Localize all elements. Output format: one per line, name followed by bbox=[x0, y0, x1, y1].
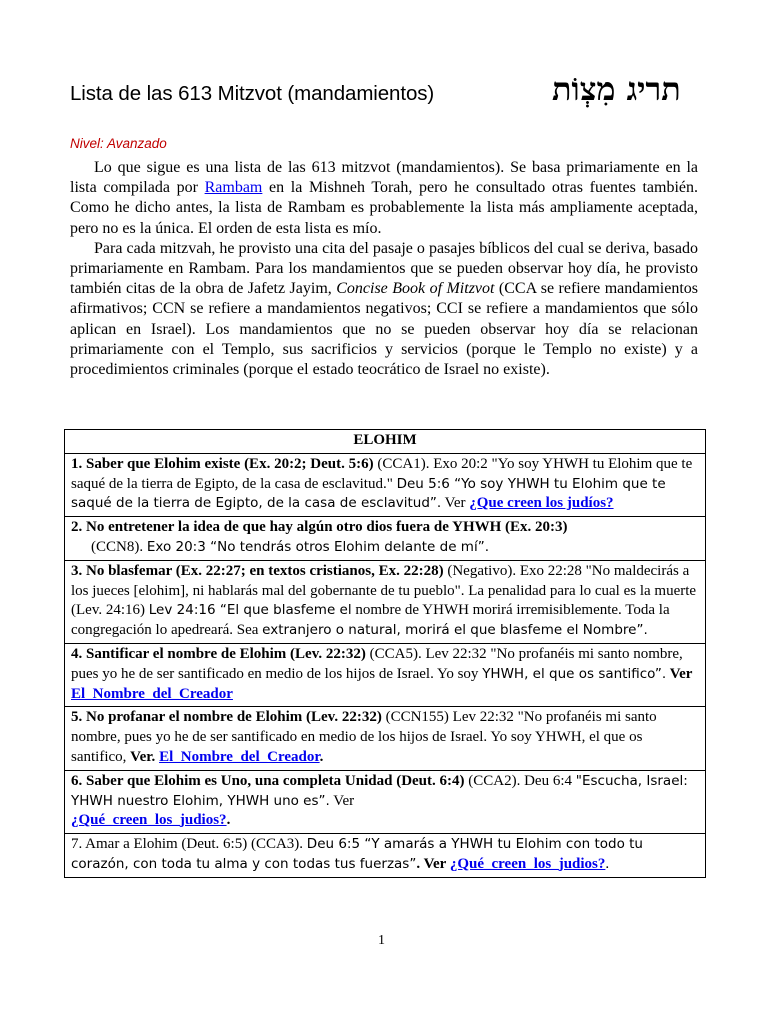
mitzvah-text: (CCN155) Lev 22:32 "No profanéis mi santo nombre, pues yo he de ser santificado en medio de los hijos de Israel. Yo soy YHWH, el que os santifico, bbox=[71, 709, 657, 765]
punctuation: . bbox=[319, 748, 324, 765]
text-span: Para cada mitzvah, he provisto una cita del pasaje o pasajes bíblicos del cual se deriva, basado primariamente en Rambam. Para los mandamientos que se pueden observar hoy día, he provisto también citas de la obra de Jafetz Jayim, bbox=[70, 239, 698, 298]
table-row bbox=[65, 707, 706, 770]
mitzvah-body bbox=[71, 538, 699, 558]
nombre-creador-link[interactable]: El_Nombre_del_Creador bbox=[71, 685, 233, 702]
scripture-quote: YHWH, el que os santifico”. bbox=[482, 665, 667, 682]
que-creen-link[interactable]: ¿Qué_creen_los_judios? bbox=[71, 812, 227, 829]
intro-paragraph-1 bbox=[70, 158, 698, 239]
ver-label: Ver bbox=[666, 665, 693, 682]
table-row bbox=[65, 560, 706, 643]
que-creen-link[interactable]: ¿Que creen los judíos? bbox=[469, 495, 614, 512]
mitzvah-text: (CCA5). Lev 22:32 "No profanéis mi santo nombre, pues yo he de ser santificado en medio de los hijos de Israel. Yo soy bbox=[71, 645, 683, 682]
scripture-quote: extranjero o natural, morirá el que blasfeme el Nombre”. bbox=[262, 622, 648, 639]
punctuation: . bbox=[226, 812, 231, 829]
mitzvah-5 bbox=[65, 707, 706, 770]
book-title: Concise Book of Mitzvot bbox=[336, 280, 495, 298]
scripture-quote: Deu 5:6 “Yo soy YHWH tu Elohim que te saqué de la tierra de Egipto, de la casa de esclavitud”. bbox=[71, 475, 666, 512]
scripture-quote: Lev 24:16 “El que blasfeme el bbox=[148, 602, 352, 619]
mitzvah-title: 5. No profanar el nombre de Elohim (Lev. 22:32) bbox=[71, 709, 382, 726]
page-number: 1 bbox=[378, 933, 385, 948]
text-span: en la Mishneh Torah, pero he consultado otras fuentes también. Como he dicho antes, la lista de Rambam es probablemente la lista más ampliamente aceptada, pero no es la única. El orden de esta lista es mío. bbox=[70, 179, 699, 237]
scripture-quote: Deu 6:5 “Y amarás a YHWH tu Elohim con todo tu corazón, con toda tu alma y con todas tus fuerzas” bbox=[71, 836, 643, 872]
mitzvot-table bbox=[64, 429, 706, 878]
mitzvah-3 bbox=[65, 560, 706, 643]
mitzvah-2 bbox=[65, 517, 706, 561]
table-heading: ELOHIM bbox=[65, 430, 706, 454]
mitzvah-text: nombre de YHWH morirá irremisiblemente. Toda la congregación lo apedreará. Sea bbox=[71, 602, 670, 639]
table-row bbox=[65, 517, 706, 561]
rambam-link[interactable]: Rambam bbox=[204, 179, 263, 197]
table-heading-row bbox=[65, 430, 706, 454]
table-row bbox=[65, 834, 706, 878]
table-row bbox=[65, 453, 706, 516]
intro-text bbox=[70, 158, 698, 380]
que-creen-link[interactable]: ¿Qué_creen_los_judios? bbox=[449, 855, 606, 872]
mitzvah-title: 3. No blasfemar (Ex. 22:27; en textos cristianos, Ex. 22:28) bbox=[71, 562, 444, 579]
mitzvah-title: 4. Santificar el nombre de Elohim (Lev. 22:32) bbox=[71, 645, 366, 662]
mitzvah-title: 2. No entretener la idea de que hay algún otro dios fuera de YHWH (Ex. 20:3) bbox=[71, 519, 568, 536]
punctuation: . bbox=[605, 855, 610, 872]
nombre-creador-link[interactable]: El_Nombre_del_Creador bbox=[159, 748, 320, 765]
intro-paragraph-2 bbox=[70, 239, 698, 380]
scripture-quote: Exo 20:3 “No tendrás otros Elohim delante de mí”. bbox=[146, 538, 489, 555]
table-row bbox=[65, 770, 706, 833]
ver-label: Ver bbox=[441, 495, 470, 512]
level-label: Nivel: Avanzado bbox=[70, 136, 167, 151]
table-row bbox=[65, 643, 706, 706]
text-span: (CCA se refiere mandamientos afirmativos; CCN se refiere a mandamientos negativos; CCI se refiere a mandamientos que sólo aplican en Israel). Los mandamientos que no se pueden observar hoy día se relacionan primariamente con el Templo, sus sacrificios y servicios (porque le Templo no existe) y a procedimientos criminales (porque el estado teocrático de Israel no existe). bbox=[70, 280, 699, 379]
mitzvah-1 bbox=[65, 453, 706, 516]
hebrew-title: תריג מִצְוֹת bbox=[552, 70, 681, 108]
mitzvah-title: 6. Saber que Elohim es Uno, una completa Unidad (Deut. 6:4) bbox=[71, 772, 465, 789]
ver-label: Ver bbox=[329, 792, 355, 809]
scripture-quote: "Escucha, Israel: YHWH nuestro Elohim, YHWH uno es”. bbox=[71, 772, 688, 809]
mitzvah-6 bbox=[65, 770, 706, 833]
mitzvah-title: 1. Saber que Elohim existe (Ex. 20:2; Deut. 5:6) bbox=[71, 455, 374, 472]
page-title: Lista de las 613 Mitzvot (mandamientos) bbox=[70, 82, 435, 105]
ver-label: Ver. bbox=[130, 748, 160, 765]
mitzvah-text: (Negativo). Exo 22:28 "No maldecirás a los jueces [elohim], ni hablarás mal del gobernante de tu pueblo". La penalidad para lo cual es la muerte (Lev. 24:16) bbox=[71, 562, 697, 619]
mitzvah-text: (CCN8). bbox=[91, 538, 147, 555]
mitzvah-text: (CCA2). Deu 6:4 bbox=[464, 772, 576, 789]
mitzvah-text: (CCA1). Exo 20:2 "Yo soy YHWH tu Elohim que te saqué de la tierra de Egipto, de la casa de esclavitud." bbox=[71, 455, 693, 492]
ver-label: . Ver bbox=[416, 855, 450, 872]
text-span: Lo que sigue es una lista de las 613 mitzvot (mandamientos). Se basa primariamente en la lista compilada por bbox=[70, 159, 698, 197]
mitzvah-4 bbox=[65, 643, 706, 706]
mitzvah-text: 7. Amar a Elohim (Deut. 6:5) (CCA3). bbox=[71, 836, 307, 853]
mitzvah-7 bbox=[65, 834, 706, 878]
